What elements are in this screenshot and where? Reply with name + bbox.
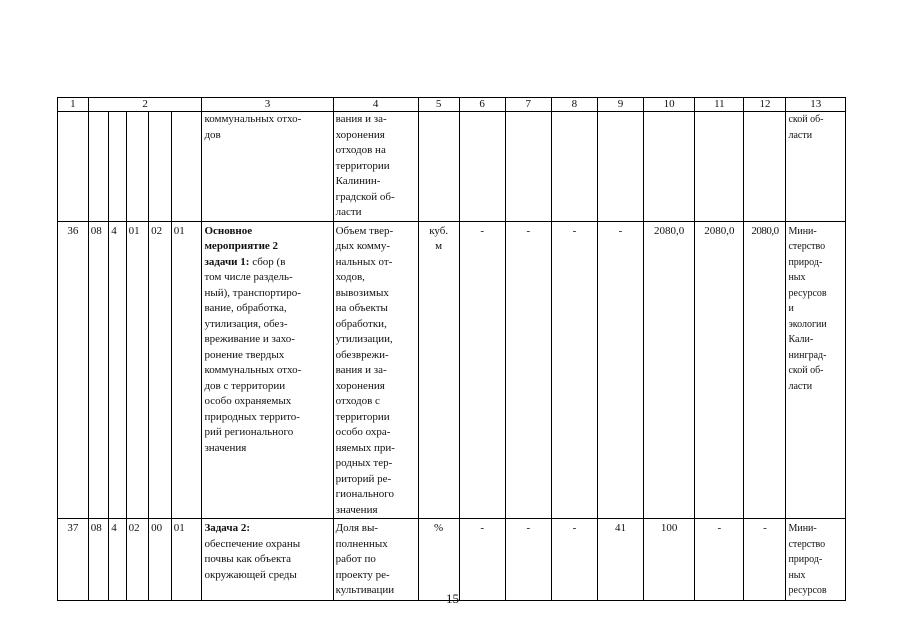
value-cell: - <box>505 519 551 601</box>
value-cell: - <box>597 221 643 519</box>
header-cell-13: 13 <box>786 98 846 112</box>
code-part: 08 <box>88 221 108 519</box>
cont-value-cell <box>644 112 695 222</box>
cont-title-cell: коммунальных отхо- дов <box>202 112 333 222</box>
header-cell-10: 10 <box>644 98 695 112</box>
code-part: 01 <box>126 221 149 519</box>
cont-code-cell <box>149 112 172 222</box>
indicator-cell: Доля вы- полненных работ по проекту ре- культивации <box>333 519 418 601</box>
code-part: 00 <box>149 519 172 601</box>
value-cell: 2080,0 <box>695 221 744 519</box>
cont-code-cell <box>109 112 126 222</box>
code-part: 02 <box>126 519 149 601</box>
title-bold: Задача 2: <box>204 522 250 534</box>
header-cell-1: 1 <box>58 98 89 112</box>
program-table <box>57 97 846 601</box>
title-text: сбор (в том числе раздель- ный), транспортиро- вание, обработка, утилизация, обез- вреживание и захо- ронение твердых коммунальных отхо- дов с территории особо охраняемых природных террито- рий регионального значения <box>204 255 302 454</box>
cont-code-cell <box>126 112 149 222</box>
code-part: 4 <box>109 221 126 519</box>
value-cell: - <box>459 519 505 601</box>
value-cell: 2080,0 <box>744 221 786 519</box>
cont-value-cell <box>695 112 744 222</box>
cont-code-cell <box>88 112 108 222</box>
unit-cell: куб. м <box>418 221 459 519</box>
table-row-continuation <box>58 112 846 222</box>
cont-indicator-cell: вания и за- хоронения отходов на территории Калинин- градской об- ласти <box>333 112 418 222</box>
header-cell-4: 4 <box>333 98 418 112</box>
table-row-36 <box>58 221 846 519</box>
page-number: 15 <box>446 591 459 606</box>
cont-unit-cell <box>418 112 459 222</box>
title-cell <box>202 221 333 519</box>
header-cell-12: 12 <box>744 98 786 112</box>
indicator-cell: Объем твер- дых комму- нальных от- ходов, вывозимых на объекты обработки, утилизации, обезврежи- вания и за- хоронения отходов с территории особо охра- няемых при- родных тер- риторий ре- гионального значения <box>333 221 418 519</box>
value-cell: - <box>505 221 551 519</box>
header-cell-3: 3 <box>202 98 333 112</box>
responsible-cell: Мини- стерство природ- ных ресурсов <box>786 519 846 601</box>
code-part: 01 <box>171 519 202 601</box>
value-cell: - <box>551 519 597 601</box>
title-text: обеспечение охраны почвы как объекта окружающей среды <box>204 537 301 581</box>
row-number: 36 <box>58 221 89 519</box>
value-cell: 41 <box>597 519 643 601</box>
value-cell: 2080,0 <box>644 221 695 519</box>
header-cell-2: 2 <box>88 98 202 112</box>
cont-code-cell <box>171 112 202 222</box>
code-part: 01 <box>171 221 202 519</box>
table-row-37 <box>58 519 846 601</box>
value-cell: - <box>551 221 597 519</box>
cont-value-cell <box>597 112 643 222</box>
cont-value-cell <box>551 112 597 222</box>
cont-value-cell <box>744 112 786 222</box>
header-cell-6: 6 <box>459 98 505 112</box>
value-cell: - <box>744 519 786 601</box>
code-part: 4 <box>109 519 126 601</box>
unit-cell: % <box>418 519 459 601</box>
cont-value-cell <box>459 112 505 222</box>
header-cell-5: 5 <box>418 98 459 112</box>
value-cell: - <box>459 221 505 519</box>
value-cell: - <box>695 519 744 601</box>
value-cell: 100 <box>644 519 695 601</box>
responsible-cell: Мини- стерство природ- ных ресурсов и экологии Кали- нинград- ской об- ласти <box>786 221 846 519</box>
header-cell-8: 8 <box>551 98 597 112</box>
cont-num-cell <box>58 112 89 222</box>
code-part: 08 <box>88 519 108 601</box>
code-part: 02 <box>149 221 172 519</box>
cont-value-cell <box>505 112 551 222</box>
header-cell-9: 9 <box>597 98 643 112</box>
header-row <box>58 98 846 112</box>
header-cell-11: 11 <box>695 98 744 112</box>
title-cell <box>202 519 333 601</box>
title-bold: Основное мероприятие 2 задачи 1: <box>204 224 279 268</box>
row-number: 37 <box>58 519 89 601</box>
cont-responsible-cell: ской об- ласти <box>786 112 846 222</box>
header-cell-7: 7 <box>505 98 551 112</box>
